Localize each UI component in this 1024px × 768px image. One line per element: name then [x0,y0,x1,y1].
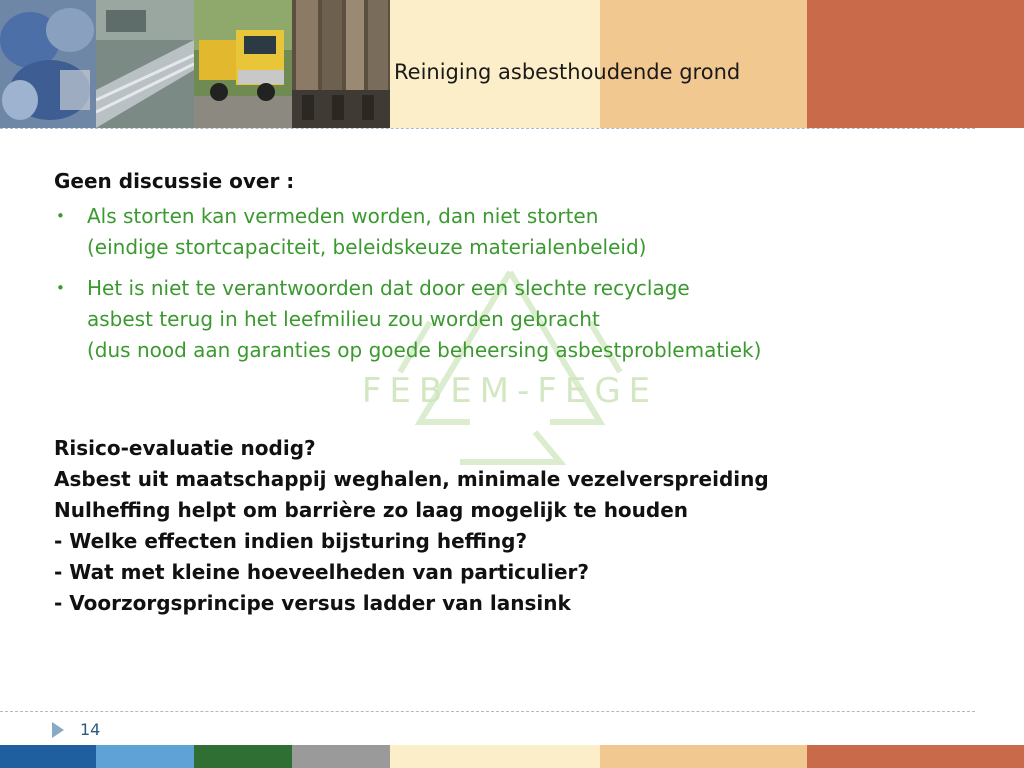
slide-body [54,166,994,619]
strip-block-terracotta [807,745,1024,768]
bullet-line: Het is niet te verantwoorden dat door een slechte recyclage [87,276,690,300]
strip-block-grey [292,745,390,768]
risk-line: - Voorzorgsprincipe versus ladder van lansink [54,591,571,615]
bullet-item [54,273,994,366]
play-arrow-icon [50,720,66,744]
risk-line: Risico-evaluatie nodig? [54,436,316,460]
strip-block-dark-blue [0,745,96,768]
bullet-line: Als storten kan vermeden worden, dan niet storten [87,204,599,228]
header-photo-tanks [292,0,390,128]
strip-block-light-blue [96,745,194,768]
footer-divider [0,711,975,712]
risk-line: Asbest uit maatschappij weghalen, minimale vezelverspreiding [54,467,769,491]
header-photo-truck [194,0,292,128]
bullet-dot-icon: • [56,207,65,225]
header-photo-conveyor [96,0,194,128]
bullet-line: asbest terug in het leefmilieu zou worden gebracht [87,307,600,331]
risk-line: - Welke effecten indien bijsturing heffing? [54,529,528,553]
risk-line: Nulheffing helpt om barrière zo laag mogelijk te houden [54,498,689,522]
header-photo-waste-bags [0,0,96,128]
strip-block-green [194,745,292,768]
risk-section [54,433,994,619]
header-banner [0,0,1024,128]
page-number: 14 [80,720,101,739]
bullet-dot-icon: • [56,279,65,297]
bullet-list [54,201,994,366]
header-color-block-terracotta [807,0,1024,128]
bullet-line: (eindige stortcapaciteit, beleidskeuze materialenbeleid) [87,235,647,259]
header-divider [0,128,975,129]
risk-line: - Wat met kleine hoeveelheden van particulier? [54,560,590,584]
bullet-item [54,201,994,263]
bullet-line: (dus nood aan garanties op goede beheersing asbestproblematiek) [87,338,762,362]
slide-title: Reiniging asbesthoudende grond [394,60,741,84]
watermark-text: FEBEM-FEGE [361,371,659,411]
footer-color-strip [0,745,1024,768]
strip-block-cream [390,745,600,768]
strip-block-peach [600,745,807,768]
intro-heading: Geen discussie over : [54,169,295,193]
